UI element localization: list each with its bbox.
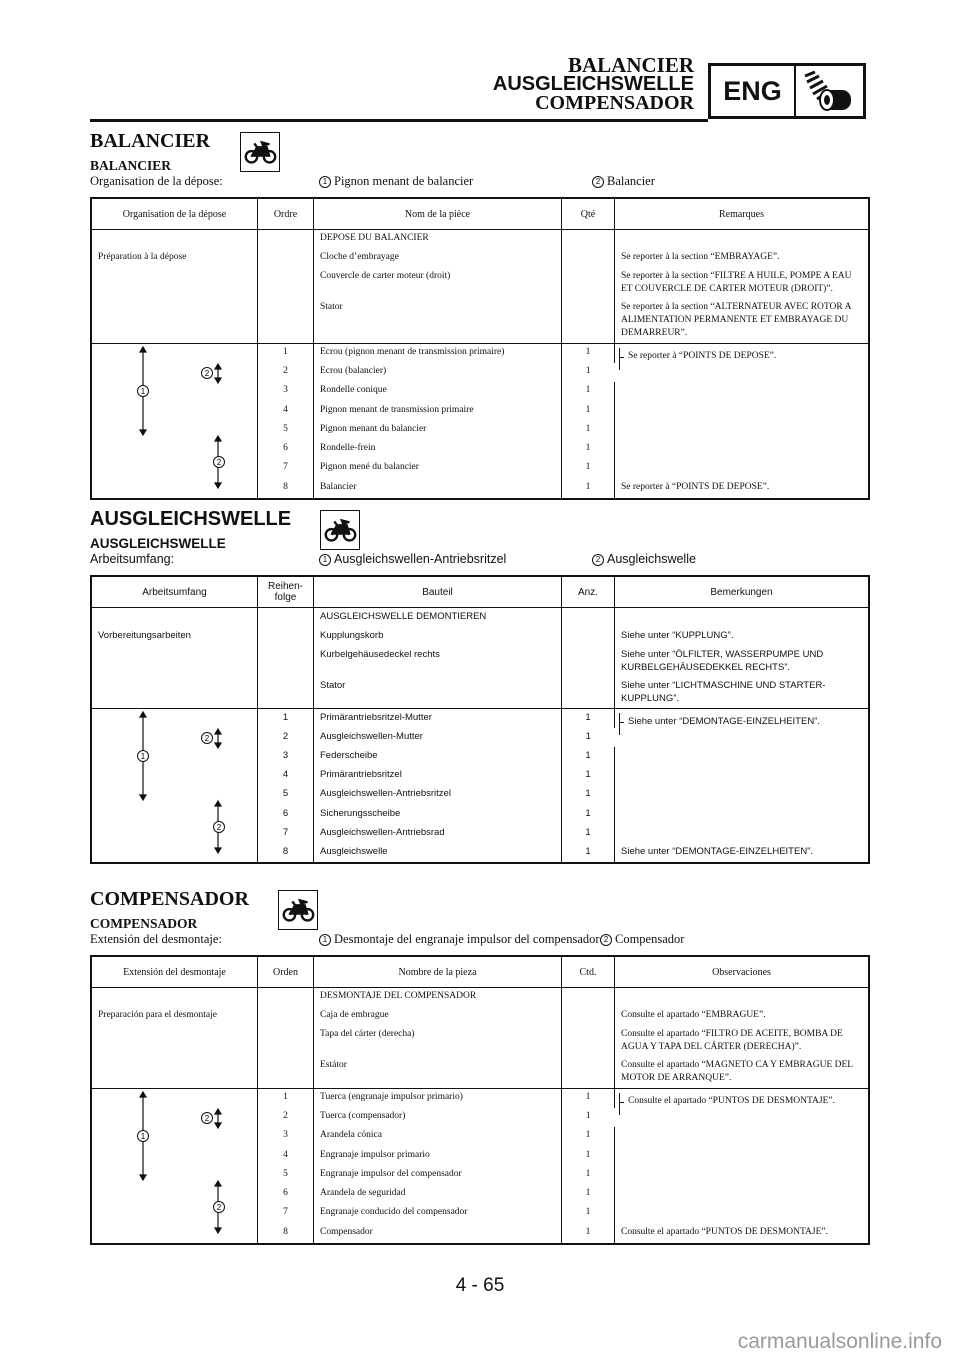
col-header: Organisation de la dépose xyxy=(91,198,258,230)
section-subtitle: AUSGLEICHSWELLE xyxy=(90,536,226,551)
step-order: 4 xyxy=(258,402,314,421)
step-qty: 1 xyxy=(562,402,615,421)
part-name: Cloche d’embrayage xyxy=(314,249,562,268)
section-subtitle: BALANCIER xyxy=(90,158,172,173)
part-name: Engranaje impulsor primario xyxy=(314,1147,562,1166)
col-header: Ctd. xyxy=(562,956,615,988)
step-order: 3 xyxy=(258,382,314,401)
step-order: 8 xyxy=(258,479,314,499)
table-row xyxy=(91,677,869,709)
scope-item-1: 1 Ausgleichswellen-Antriebsritzel xyxy=(319,552,506,566)
part-name: Pignon menant de transmission primaire xyxy=(314,402,562,421)
scope-item-2: 2 Balancier xyxy=(592,174,655,189)
part-name: Primärantriebsritzel-Mutter xyxy=(314,709,562,729)
motorcycle-icon xyxy=(240,132,280,172)
remark: Siehe unter “ÖLFILTER, WASSERPUMPE UND KURBELGEHÄUSEDEKKEL RECHTS”. xyxy=(621,649,824,673)
bracket xyxy=(619,1093,624,1115)
part-name: Rondelle-frein xyxy=(314,440,562,459)
sequence-arrows xyxy=(98,1091,251,1235)
part-name: Ecrou (balancier) xyxy=(314,363,562,382)
scope-line xyxy=(90,932,870,949)
scope-item-1: 1 Pignon menant de balancier xyxy=(319,174,473,189)
col-header: Bauteil xyxy=(314,576,562,608)
col-header: Ordre xyxy=(258,198,314,230)
header-title-es: COMPENSADOR xyxy=(535,92,694,114)
step-qty: 1 xyxy=(562,459,615,478)
sequence-arrows xyxy=(98,346,251,490)
step-qty: 1 xyxy=(562,805,615,824)
eng-chapter-badge xyxy=(708,63,866,119)
step-order: 1 xyxy=(258,1089,314,1109)
header-title-fr: BALANCIER xyxy=(567,53,694,77)
part-name: Caja de embrague xyxy=(314,1007,562,1026)
table-row xyxy=(91,1026,869,1057)
col-header: Bemerkungen xyxy=(615,576,870,608)
diagram-label-2: 2 xyxy=(216,1203,222,1212)
col-header: Arbeitsumfang xyxy=(91,576,258,608)
step-order: 6 xyxy=(258,440,314,459)
scope-line xyxy=(90,174,870,191)
bracket-remark xyxy=(615,1089,870,1128)
part-name: Pignon mené du balancier xyxy=(314,459,562,478)
part-name: Stator xyxy=(314,299,562,344)
diagram-label-1: 1 xyxy=(140,1132,146,1141)
col-header: Orden xyxy=(258,956,314,988)
scope-line xyxy=(90,552,870,569)
col-header: Qté xyxy=(562,198,615,230)
step-qty: 1 xyxy=(585,1111,591,1122)
circled-number: 1 xyxy=(319,554,331,566)
table-row xyxy=(91,268,869,299)
diagram-label-2: 2 xyxy=(204,369,210,378)
diagram-label-2: 2 xyxy=(216,458,222,467)
disassembly-table xyxy=(90,955,870,1245)
step-order: 8 xyxy=(258,1224,314,1244)
table-row xyxy=(91,627,869,646)
step-order: 5 xyxy=(258,785,314,804)
step-qty: 1 xyxy=(562,421,615,440)
section-balancier xyxy=(90,130,870,500)
step-order: 2 xyxy=(258,363,314,382)
step-qty: 1 xyxy=(562,382,615,401)
step-qty: 1 xyxy=(562,1166,615,1185)
step-order: 8 xyxy=(258,843,314,863)
step-qty: 1 xyxy=(562,1185,615,1204)
table-row xyxy=(91,344,869,364)
step-qty: 1 xyxy=(562,843,615,863)
bracket xyxy=(619,713,624,735)
remark: Siehe unter “KUPPLUNG”. xyxy=(621,630,734,641)
circled-number: 1 xyxy=(319,934,331,946)
table-row xyxy=(91,709,869,729)
table-row xyxy=(91,646,869,677)
scope-item-2: 2 Compensador xyxy=(600,932,684,947)
step-order: 5 xyxy=(258,421,314,440)
part-name: Kupplungskorb xyxy=(314,627,562,646)
page-header-titles xyxy=(492,53,694,114)
step-qty: 1 xyxy=(562,1147,615,1166)
part-name: Ausgleichswellen-Mutter xyxy=(314,728,562,747)
table-row xyxy=(91,249,869,268)
remark: Se reporter à “POINTS DE DEPOSE”. xyxy=(621,481,770,492)
part-name: Primärantriebsritzel xyxy=(314,766,562,785)
circled-number: 2 xyxy=(600,934,612,946)
remark: Se reporter à la section “EMBRAYAGE”. xyxy=(621,252,780,262)
col-header: Nombre de la pieza xyxy=(314,956,562,988)
step-qty: 1 xyxy=(585,731,591,743)
step-order: 5 xyxy=(258,1166,314,1185)
prep-label: Vorbereitungsarbeiten xyxy=(91,627,258,646)
step-order: 7 xyxy=(258,459,314,478)
step-order: 3 xyxy=(258,1127,314,1146)
table-row xyxy=(91,988,869,1008)
part-name: Couvercle de carter moteur (droit) xyxy=(314,268,562,299)
remark: Consulte el apartado “PUNTOS DE DESMONTAJE”. xyxy=(628,1096,835,1106)
step-qty: 1 xyxy=(585,366,591,377)
step-qty: 1 xyxy=(562,709,615,729)
engine-spring-icon xyxy=(797,70,861,116)
procedure-heading: AUSGLEICHSWELLE DEMONTIEREN xyxy=(314,608,562,628)
remark: Consulte el apartado “FILTRO DE ACEITE, BOMBA DE AGUA Y TAPA DEL CÁRTER (DERECHA)”. xyxy=(621,1029,843,1052)
sequence-diagram xyxy=(91,1089,258,1245)
diagram-label-2: 2 xyxy=(216,823,222,832)
disassembly-table xyxy=(90,575,870,864)
eng-label: ENG xyxy=(711,66,796,116)
col-header: Extensión del desmontaje xyxy=(91,956,258,988)
part-name: Sicherungsscheibe xyxy=(314,805,562,824)
section-compensador xyxy=(90,888,870,1245)
part-name: Ausgleichswellen-Antriebsritzel xyxy=(314,785,562,804)
remark: Consulte el apartado “MAGNETO CA Y EMBRAGUE DEL MOTOR DE ARRANQUE”. xyxy=(621,1060,853,1083)
disassembly-table xyxy=(90,197,870,500)
section-title: COMPENSADOR xyxy=(90,888,249,910)
header-title-de: AUSGLEICHSWELLE xyxy=(492,73,694,95)
diagram-label-1: 1 xyxy=(140,387,146,396)
part-name: Rondelle conique xyxy=(314,382,562,401)
table-row xyxy=(91,608,869,628)
bracket-remark xyxy=(615,344,870,383)
step-qty: 1 xyxy=(562,766,615,785)
step-order: 7 xyxy=(258,824,314,843)
remark: Se reporter à “POINTS DE DEPOSE”. xyxy=(628,351,777,361)
remark: Siehe unter “DEMONTAGE-EINZELHEITEN”. xyxy=(621,845,813,857)
part-name: Federscheibe xyxy=(314,747,562,766)
circled-number: 2 xyxy=(592,554,604,566)
section-title: AUSGLEICHSWELLE xyxy=(90,508,292,530)
step-qty: 1 xyxy=(562,1089,615,1109)
part-name: Estátor xyxy=(314,1057,562,1089)
step-order: 6 xyxy=(258,1185,314,1204)
step-order: 2 xyxy=(258,728,314,747)
part-name: Kurbelgehäusedeckel rechts xyxy=(314,646,562,677)
watermark: carmanualsonline.info xyxy=(737,1330,942,1353)
col-header: Anz. xyxy=(562,576,615,608)
part-name: Tuerca (engranaje impulsor primario) xyxy=(314,1089,562,1109)
step-order: 3 xyxy=(258,747,314,766)
table-row xyxy=(91,299,869,344)
part-name: Pignon menant du balancier xyxy=(314,421,562,440)
step-order: 4 xyxy=(258,766,314,785)
prep-label: Preparación para el desmontaje xyxy=(91,1007,258,1026)
col-header: Reihen- folge xyxy=(258,576,314,608)
col-header: Remarques xyxy=(615,198,870,230)
scope-item-2: 2 Ausgleichswelle xyxy=(592,552,696,566)
part-name: Tuerca (compensador) xyxy=(314,1108,562,1127)
circled-number: 1 xyxy=(319,176,331,188)
step-qty: 1 xyxy=(562,1204,615,1223)
circled-number: 2 xyxy=(592,176,604,188)
header-rule xyxy=(90,119,708,122)
remark: Siehe unter “DEMONTAGE-EINZELHEITEN”. xyxy=(628,716,820,727)
table-row xyxy=(91,1057,869,1089)
procedure-heading: DESMONTAJE DEL COMPENSADOR xyxy=(314,988,562,1008)
step-order: 2 xyxy=(258,1108,314,1127)
step-qty: 1 xyxy=(562,440,615,459)
remark: Se reporter à la section “FILTRE A HUILE, POMPE A EAU ET COUVERCLE DE CARTER MOTEUR (DROIT)”. xyxy=(621,271,852,294)
step-order: 1 xyxy=(258,709,314,729)
step-order: 7 xyxy=(258,1204,314,1223)
step-qty: 1 xyxy=(562,824,615,843)
table-row xyxy=(91,1089,869,1109)
step-qty: 1 xyxy=(562,1224,615,1244)
scope-item-1: 1 Desmontaje del engranaje impulsor del compensador xyxy=(319,932,600,947)
part-name: Ausgleichswellen-Antriebsrad xyxy=(314,824,562,843)
remark: Consulte el apartado “EMBRAGUE”. xyxy=(621,1010,766,1020)
step-order: 1 xyxy=(258,344,314,364)
bracket-remark xyxy=(615,709,870,748)
remark: Se reporter à la section “ALTERNATEUR AVEC ROTOR A ALIMENTATION PERMANENTE ET EMBRAYAGE DU DEMARREUR”. xyxy=(621,302,851,338)
page-number: 4 - 65 xyxy=(455,1275,505,1296)
bracket xyxy=(619,348,624,370)
part-name: Balancier xyxy=(314,479,562,499)
step-order: 6 xyxy=(258,805,314,824)
sequence-diagram xyxy=(91,344,258,500)
section-subtitle: COMPENSADOR xyxy=(90,916,198,931)
scope-label: Arbeitsumfang: xyxy=(90,552,175,566)
sequence-diagram xyxy=(91,709,258,864)
part-name: Compensador xyxy=(314,1224,562,1244)
part-name: Arandela cónica xyxy=(314,1127,562,1146)
procedure-heading: DEPOSE DU BALANCIER xyxy=(314,230,562,250)
part-name: Engranaje conducido del compensador xyxy=(314,1204,562,1223)
col-header: Nom de la pièce xyxy=(314,198,562,230)
scope-label: Organisation de la dépose: xyxy=(90,174,223,188)
part-name: Arandela de seguridad xyxy=(314,1185,562,1204)
part-name: Engranaje impulsor del compensador xyxy=(314,1166,562,1185)
step-qty: 1 xyxy=(562,785,615,804)
col-header: Observaciones xyxy=(615,956,870,988)
prep-label: Préparation à la dépose xyxy=(91,249,258,268)
part-name: Ecrou (pignon menant de transmission primaire) xyxy=(314,344,562,364)
section-ausgleichswelle xyxy=(90,508,870,864)
diagram-label-2: 2 xyxy=(204,734,210,743)
step-order: 4 xyxy=(258,1147,314,1166)
step-qty: 1 xyxy=(562,747,615,766)
diagram-label-1: 1 xyxy=(140,752,146,761)
step-qty: 1 xyxy=(562,344,615,364)
motorcycle-icon xyxy=(320,510,360,550)
diagram-label-2: 2 xyxy=(204,1114,210,1123)
step-qty: 1 xyxy=(562,1127,615,1146)
remark: Consulte el apartado “PUNTOS DE DESMONTAJE”. xyxy=(621,1226,828,1237)
part-name: Stator xyxy=(314,677,562,709)
motorcycle-icon xyxy=(278,890,318,930)
part-name: Ausgleichswelle xyxy=(314,843,562,863)
table-row xyxy=(91,1007,869,1026)
section-title: BALANCIER xyxy=(90,130,211,152)
scope-label: Extensión del desmontaje: xyxy=(90,932,222,946)
sequence-arrows xyxy=(98,711,251,855)
step-qty: 1 xyxy=(562,479,615,499)
part-name: Tapa del cárter (derecha) xyxy=(314,1026,562,1057)
remark: Siehe unter “LICHTMASCHINE UND STARTER-KUPPLUNG”. xyxy=(621,680,826,704)
table-row xyxy=(91,230,869,250)
